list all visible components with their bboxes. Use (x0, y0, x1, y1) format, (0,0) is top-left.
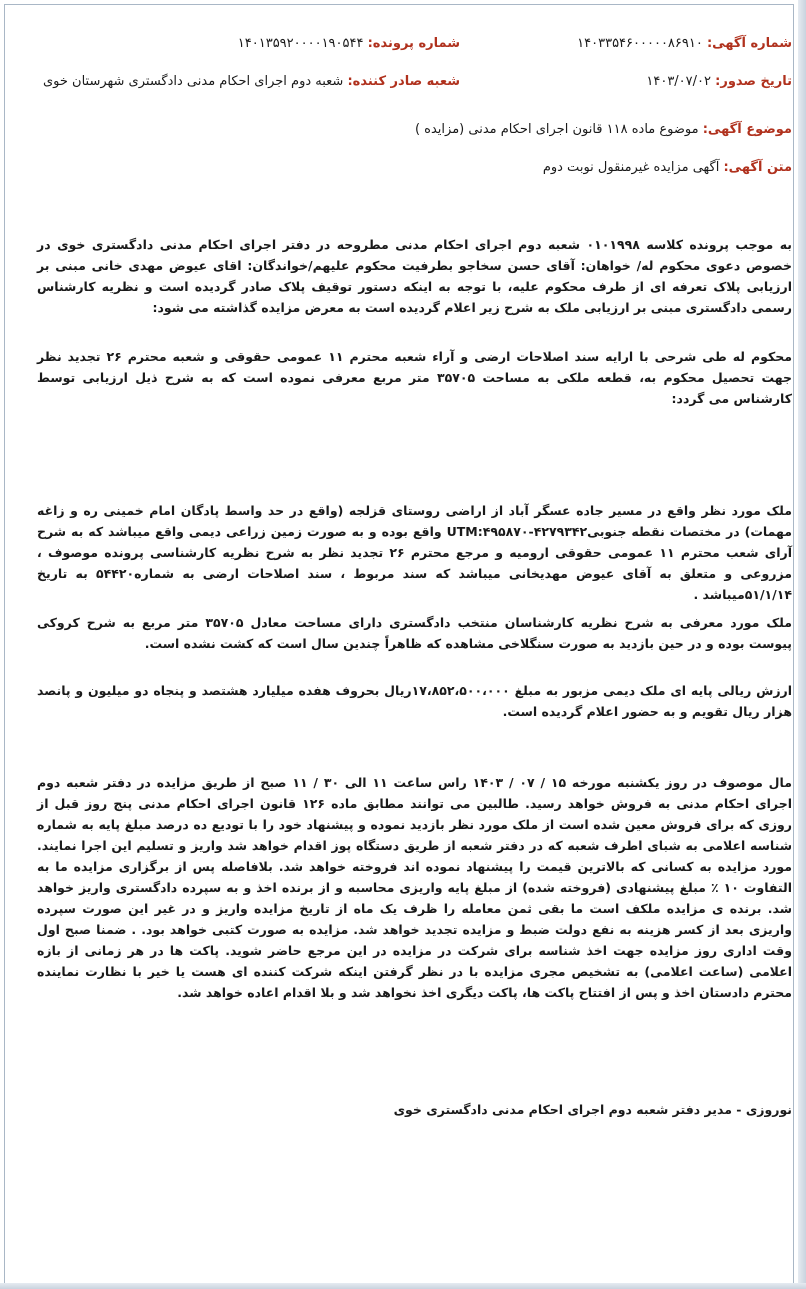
issuing-branch-value: شعبه دوم اجرای احکام مدنی دادگستری شهرستان خوی (42, 74, 344, 89)
ad-text-row (543, 160, 792, 175)
issue-date-value: ۱۴۰۳/۰۷/۰۲ (646, 74, 711, 89)
horizontal-scrollbar[interactable] (0, 1283, 806, 1289)
ad-number-value: ۱۴۰۳۳۵۴۶۰۰۰۰۰۸۶۹۱۰ (577, 36, 703, 51)
issue-date-label: تاریخ صدور: (715, 74, 792, 89)
ad-number-label: شماره آگهی: (706, 36, 792, 51)
paragraph-case-intro: به موجب پرونده کلاسه ۰۱۰۱۹۹۸ شعبه دوم اجرای احکام مدنی مطروحه در دفتر اجرای احکام مدنی دادگستری خوی در خصوص دعوی محکوم له/ خواهان: آقای حسن سخاجو بطرفیت محکوم علیهم/خواندگان: اقای عیوض مهدی خانی مبنی بر ارزیابی پلاک تعرفه ای از طرف محکوم علیه، با توجه به اینکه دستور توقیف پلاک صادر گردیده است و نظریه کارشناس رسمی دادگستری مبنی بر ارزیابی ملک به شرح زیر اعلام گردیده است به معرض مزایده گذاشته می شود: (37, 237, 792, 315)
ad-number-row (577, 36, 792, 51)
issuing-branch-label: شعبه صادر کننده: (347, 74, 460, 89)
case-number-label: شماره پرونده: (367, 36, 460, 51)
case-number-value: ۱۴۰۱۳۵۹۲۰۰۰۰۱۹۰۵۴۴ (237, 36, 364, 51)
issue-date-row (646, 74, 792, 89)
paragraph-property-location: ملک مورد نظر واقع در مسیر جاده عسگر آباد از اراضی روستای قزلجه (واقع در حد واسط پادگان امام خمینی ره و زاغه مهمات) در مختصات نقطه جنوبی۴۲۷۹۳۴۲-UTM:۴۹۵۸۷۰ واقع بوده و به صورت زمین زراعی دیمی واقع میباشد که به شرح آرای شعب محترم ۱۱ عمومی حقوقی ارومیه و مرجع محترم ۲۶ تجدید نظر به شرح نظریه کارشناسی پرونده موصوف ، مزروعی و متعلق به آقای عیوض مهدیخانی میباشد که سند مربوط ، سند اصلاحات ارضی به شماره۵۴۴۲۰ به تاریخ ۵۱/۱/۱۴میباشد . (37, 503, 793, 602)
case-number-row (238, 36, 460, 51)
ad-text-value: آگهی مزایده غیرمنقول نوبت دوم (542, 160, 720, 175)
subject-label: موضوع آگهی: (702, 122, 792, 137)
signature-line: نوروزی - مدیر دفتر شعبه دوم اجرای احکام مدنی دادگستری خوی (393, 1102, 792, 1117)
issuing-branch-row (43, 74, 460, 89)
paragraph-valuation: ارزش ریالی پایه ای ملک دیمی مزبور به مبلغ ۱۷،۸۵۲،۵۰۰،۰۰۰ریال بحروف هفده میلیارد هشتصد و پنجاه دو میلیون و پانصد هزار ریال تقویم و به حضور اعلام گردیده است. (37, 683, 792, 719)
paragraph-auction-terms: مال موصوف در روز یکشنبه مورخه ۱۵ / ۰۷ / ۱۴۰۳ راس ساعت ۱۱ الی ۳۰ / ۱۱ صبح از طریق مزایده در دفتر شعبه دوم اجرای احکام مدنی به فروش خواهد رسید. طالبین می توانند مطابق ماده ۱۲۶ قانون اجرای احکام مدنی پنج روز قبل از روزی که برای فروش معین شده است از ملک مورد نظر بازدید نموده و پیشنهاد خود را با تودیع ده درصد مبلغ پایه به شماره شناسه اعلامی به شبای اطرف شعبه که در دفتر شعبه از طریق دستگاه پوز اقدام خواهد شد واریز و تسلیم این اجرا نمایند. مورد مزایده به کسانی که بالاترین قیمت را پیشنهاد نموده اند فروخته خواهد شد. بلافاصله پس از برگزاری مزایده ما به التفاوت ۱۰ ٪ مبلغ پیشنهادی (فروخته شده) از مبلغ پایه واریزی محاسبه و از برنده اخذ و به سپرده دادگستری واریز خواهد شد. برنده ی مزایده ملکف است ما بقی ثمن معامله را ظرف یک ماه از تاریخ مزایده واریز و در غیر این صورت سپرده واریزی بعد از کسر هزینه به نفع دولت ضبط و مزایده تجدید خواهد شد. مزایده به صورت کتبی خواهد بود. . ضمنا صبح اول وقت اداری روز مزایده جهت اخذ شناسه برای شرکت در مزایده در این مرجع حاضر شوید. پاکت ها در هر زمانی از بازه اعلامی (ساعت اعلامی) به تشخیص مجری مزایده با در نظر گرفتن اینکه شرکت کننده ای هست یا خیر با نظارت نماینده محترم دادستان اخذ و پس از افتتاح پاکت ها، پاکت دیگری اخذ نخواهد شد و بلا اقدام اعاده خواهد شد. (37, 775, 793, 1000)
subject-value: موضوع ماده ۱۱۸ قانون اجرای احکام مدنی (مزایده ) (414, 122, 699, 137)
paragraph-property-area: ملک مورد معرفی به شرح نظریه کارشناسان منتخب دادگستری دارای مساحت معادل ۳۵۷۰۵ متر مربع به شرح کروکی پیوست بوده و در حین بازدید به صورت سنگلاخی مشاهده که ظاهراً چندین سال است که کشت نشده است. (37, 615, 792, 651)
subject-row (415, 122, 792, 137)
vertical-scrollbar[interactable] (798, 0, 806, 1289)
paragraph-property-intro: محکوم له طی شرحی با ارایه سند اصلاحات ارضی و آراء شعبه محترم ۱۱ عمومی حقوقی و شعبه محترم ۲۶ تجدید نظر جهت تحصیل محکوم به، قطعه ملکی به مساحت ۳۵۷۰۵ متر مربع معرفی نموده است که به شرح ذیل ارزیابی توسط کارشناس می گردد: (37, 349, 793, 406)
ad-text-label: متن آگهی: (723, 160, 792, 175)
ad-document (28, 0, 798, 1280)
